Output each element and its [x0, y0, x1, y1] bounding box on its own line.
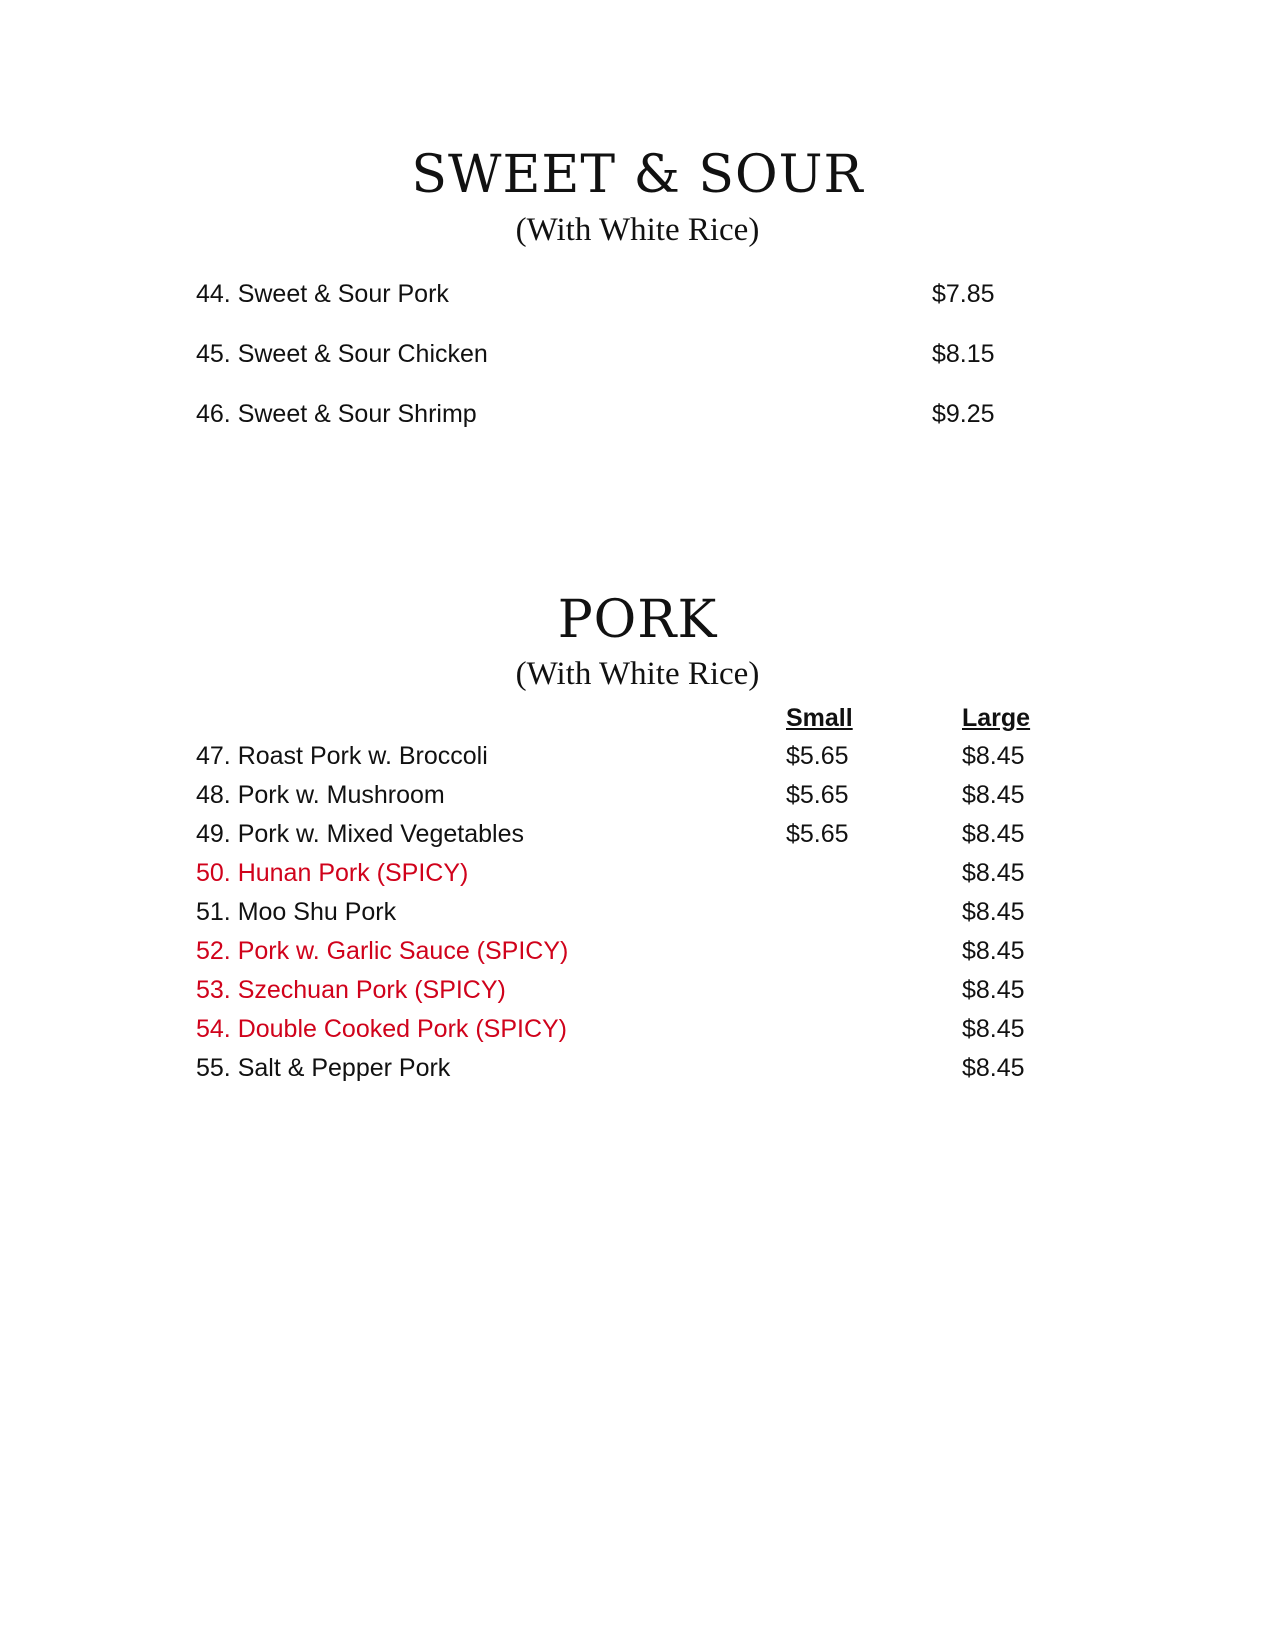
pork-title: PORK: [557, 590, 718, 650]
menu-item: [196, 898, 1056, 934]
item-price-small: $5.65: [786, 820, 849, 848]
menu-item-spicy: [196, 1015, 1056, 1051]
item-name: 45. Sweet & Sour Chicken: [196, 340, 488, 368]
menu-item-spicy: [196, 859, 1056, 895]
item-price-large: $8.45: [962, 937, 1025, 965]
column-header-large: Large: [962, 704, 1031, 732]
menu-item: [196, 400, 1056, 436]
sweet-sour-title: SWEET & SOUR: [411, 145, 864, 205]
item-price: $8.15: [932, 340, 995, 368]
item-name: 48. Pork w. Mushroom: [196, 781, 445, 809]
item-price-small: $5.65: [786, 781, 849, 809]
item-name: 46. Sweet & Sour Shrimp: [196, 400, 477, 428]
item-price-large: $8.45: [962, 1054, 1025, 1082]
item-price-small: $5.65: [786, 742, 849, 770]
menu-item: [196, 1054, 1056, 1090]
menu-item: [196, 280, 1056, 316]
column-header-small: Small: [786, 704, 853, 732]
item-price-large: $8.45: [962, 898, 1025, 926]
sweet-sour-subtitle: (With White Rice): [515, 212, 760, 248]
item-name: 51. Moo Shu Pork: [196, 898, 397, 926]
item-price-large: $8.45: [962, 1015, 1025, 1043]
item-price-large: $8.45: [962, 742, 1025, 770]
menu-item-spicy: [196, 976, 1056, 1012]
item-price: $7.85: [932, 280, 995, 308]
item-price-large: $8.45: [962, 820, 1025, 848]
item-name: 44. Sweet & Sour Pork: [196, 280, 449, 308]
menu-item: [196, 820, 1056, 856]
item-name: 47. Roast Pork w. Broccoli: [196, 742, 488, 770]
item-name: 50. Hunan Pork (SPICY): [196, 859, 469, 887]
menu-item: [196, 340, 1056, 376]
item-price: $9.25: [932, 400, 995, 428]
item-price-large: $8.45: [962, 976, 1025, 1004]
pork-subtitle: (With White Rice): [515, 656, 760, 692]
item-price-large: $8.45: [962, 859, 1025, 887]
menu-item-spicy: [196, 937, 1056, 973]
item-price-large: $8.45: [962, 781, 1025, 809]
menu-item: [196, 781, 1056, 817]
menu-item: [196, 742, 1056, 778]
item-name: 49. Pork w. Mixed Vegetables: [196, 820, 524, 848]
item-name: 53. Szechuan Pork (SPICY): [196, 976, 506, 1004]
item-name: 54. Double Cooked Pork (SPICY): [196, 1015, 568, 1043]
item-name: 55. Salt & Pepper Pork: [196, 1054, 451, 1082]
item-name: 52. Pork w. Garlic Sauce (SPICY): [196, 937, 569, 965]
